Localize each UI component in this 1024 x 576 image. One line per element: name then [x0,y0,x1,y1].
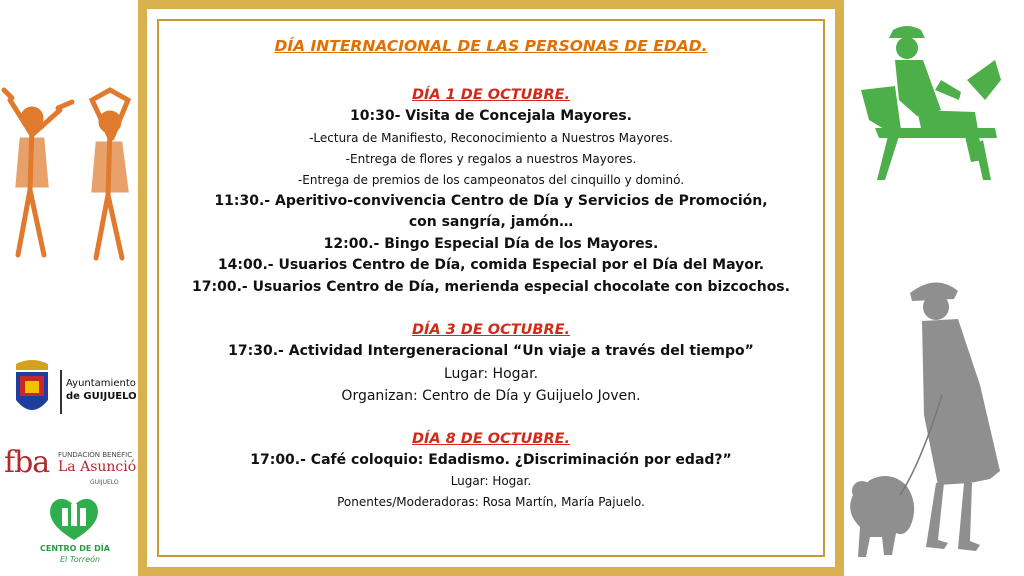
elderly-man-on-bench-illustration [855,20,1024,185]
fundacion-line1: FUNDACIÓN BENÉFIC [58,451,133,459]
section-1-date: DÍA 1 DE OCTUBRE. [411,87,571,103]
ayuntamiento-line1: Ayuntamiento [66,378,136,389]
ayuntamiento-logo [8,356,138,424]
section-1-line-7: 14:00.- Usuarios Centro de Día, comida Especial por el Día del Mayor. [217,257,765,273]
fundacion-line2: La Asunció [58,459,137,475]
section-1-line-3: -Entrega de flores y regalos a nuestros Mayores. [345,151,637,166]
centro-de-dia-logo [30,494,136,574]
fundacion-mark: fba [4,445,50,480]
section-3-line-2: Lugar: Hogar. [450,474,532,488]
section-1-line-6: 12:00.- Bingo Especial Día de los Mayores. [323,235,659,252]
section-1-line-2: -Lectura de Manifiesto, Reconocimiento a Nuestros Mayores. [309,130,673,145]
section-3-line-3: Ponentes/Moderadoras: Rosa Martín, María Pajuelo. [337,495,645,509]
fundacion-line3: GUIJUELO [90,479,119,486]
centro-line1: CENTRO DE DÍA [40,544,110,553]
section-1-line-4: -Entrega de premios de los campeonatos del cinquillo y dominó. [297,172,685,187]
section-2-line-2: Lugar: Hogar. [443,365,539,382]
section-3-date: DÍA 8 DE OCTUBRE. [411,430,571,447]
section-3-line-1: 17:00.- Café coloquio: Edadismo. ¿Discriminación por edad?” [250,451,732,468]
fundacion-logo [4,445,138,490]
coat-of-arms-icon [10,356,54,422]
centro-de-dia-logo-icon [44,494,104,542]
elderly-woman-with-dog-illustration [840,265,1024,576]
page-title: DÍA INTERNACIONAL DE LAS PERSONAS DE EDAD. [274,37,708,55]
section-2-date: DÍA 3 DE OCTUBRE. [411,322,571,338]
section-2-line-1: 17:30.- Actividad Intergeneracional “Un viaje a través del tiempo” [228,343,754,359]
section-1-line-8: 17:00.- Usuarios Centro de Día, merienda especial chocolate con bizcochos. [192,278,790,295]
program-content [159,37,823,513]
section-1-line-1: 10:30- Visita de Concejala Mayores. [350,108,632,124]
section-1-line-5: 11:30.- Aperitivo-convivencia Centro de Día y Servicios de Promoción, con sangría, jamón… [214,192,768,230]
centro-line2: El Torreón [60,555,101,564]
ayuntamiento-line2: de GUIJUELO [66,391,137,402]
section-2-line-3: Organizan: Centro de Día y Guijuelo Joven. [341,387,641,404]
program-frame [138,0,844,576]
dancing-figures-illustration [0,80,140,270]
